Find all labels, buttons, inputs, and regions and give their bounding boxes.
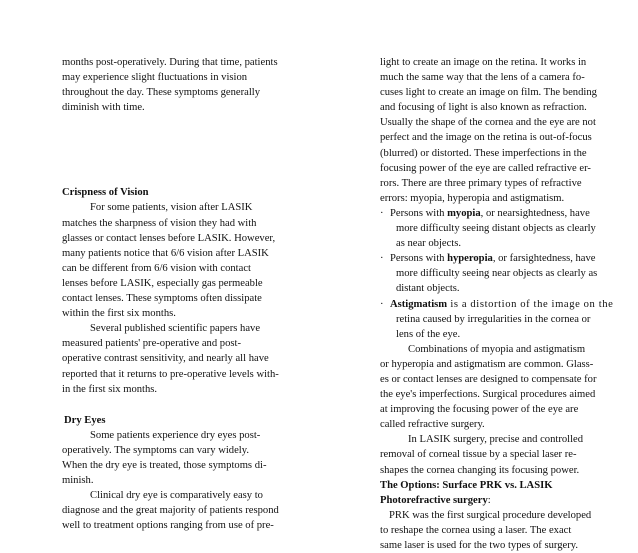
bullet-text: Persons with <box>390 253 448 265</box>
text-line: lenses before LASIK, especially gas permeable <box>62 277 263 289</box>
text-line: PRK was the first surgical procedure developed <box>389 509 592 521</box>
intro-paragraph <box>62 55 308 115</box>
refraction-paragraph <box>380 55 602 206</box>
bullet-text: Persons with <box>390 207 448 219</box>
text-line: at improving the focusing power of the eye are <box>380 404 579 416</box>
text-line: distant objects. <box>396 283 460 295</box>
heading-line: The Options: Surface PRK vs. LASIK <box>380 479 553 491</box>
text-line: Usually the shape of the cornea and the eye are not <box>380 117 596 129</box>
bullet-marker: · <box>380 298 384 310</box>
text-line: may experience slight fluctuations in vision <box>62 72 248 84</box>
bullet-myopia <box>380 206 602 251</box>
text-line: measured patients' pre-operative and post- <box>62 338 241 350</box>
lasik-paragraph <box>380 432 602 477</box>
crispness-heading: Crispness of Vision <box>62 187 149 199</box>
text-line: When the dry eye is treated, those symptoms di- <box>62 459 267 471</box>
bullet-text: is a distortion of the image on the <box>447 298 614 310</box>
text-line: matches the sharpness of vision they had with <box>62 217 257 229</box>
dry-eyes-paragraph-2 <box>62 488 308 533</box>
text-line: diminish with time. <box>62 102 145 114</box>
text-line: and focusing of light is also known as refraction. <box>380 102 587 114</box>
text-line: For some patients, vision after LASIK <box>90 202 253 214</box>
bullet-text: , or nearsightedness, have <box>480 207 590 219</box>
text-line: rors. There are three primary types of refractive <box>380 177 582 189</box>
text-line: in the first six months. <box>62 383 158 395</box>
text-line: In LASIK surgery, precise and controlled <box>408 434 584 446</box>
bullet-marker: · <box>380 207 384 219</box>
dry-eyes-paragraph-1 <box>62 428 308 488</box>
text-line: Clinical dry eye is comparatively easy to <box>90 490 263 502</box>
text-line: (blurred) or distorted. These imperfections in the <box>380 147 587 159</box>
text-line: minish. <box>62 475 94 487</box>
left-column <box>62 55 308 533</box>
text-line: within the first six months. <box>62 308 176 320</box>
text-line: retina caused by irregularities in the cornea or <box>396 313 591 325</box>
bullet-hyperopia <box>380 251 602 296</box>
text-line: many patients notice that 6/6 vision after LASIK <box>62 247 269 259</box>
term-astigmatism: Astigmatism <box>390 298 448 310</box>
text-line: operatively. The symptoms can vary widely. <box>62 444 250 456</box>
bullet-marker: · <box>380 253 384 265</box>
text-line: light to create an image on the retina. It works in <box>380 57 587 68</box>
dry-eyes-heading: Dry Eyes <box>64 414 106 426</box>
text-line: can be different from 6/6 vision with contact <box>62 262 251 274</box>
bullet-astigmatism <box>380 297 614 342</box>
text-line: well to treatment options ranging from use of pre- <box>62 520 274 532</box>
text-line: errors: myopia, hyperopia and astigmatism. <box>380 192 565 204</box>
text-line: glasses or contact lenses before LASIK. However, <box>62 232 276 244</box>
text-line: cuses light to create an image on film. The bending <box>380 87 597 99</box>
text-line: Combinations of myopia and astigmatism <box>408 343 586 355</box>
text-line: lens of the eye. <box>396 328 461 340</box>
heading-colon: : <box>487 494 491 506</box>
text-line: removal of corneal tissue by a special laser re- <box>380 449 577 461</box>
right-column <box>380 55 614 553</box>
text-line: es or contact lenses are designed to compensate for <box>380 373 597 385</box>
text-line: contact lenses. These symptoms often dissipate <box>62 293 262 305</box>
text-line: throughout the day. These symptoms generally <box>62 87 261 99</box>
heading-line: Photorefractive surgery <box>380 494 488 506</box>
text-line: focusing power of the eye are called refractive er- <box>380 162 591 174</box>
text-line: diagnose and the great majority of patients respond <box>62 505 279 517</box>
crispness-paragraph-2 <box>62 321 308 396</box>
text-line: same laser is used for the two types of surgery. <box>380 540 578 551</box>
text-line: more difficulty seeing distant objects as clearly <box>396 223 596 235</box>
text-line: called refractive surgery. <box>380 419 485 431</box>
text-line: Several published scientific papers have <box>90 323 261 335</box>
text-line: operative contrast sensitivity, and nearly all have <box>62 353 269 365</box>
crispness-paragraph-1 <box>62 200 308 321</box>
text-line: much the same way that the lens of a camera fo- <box>380 72 585 84</box>
term-myopia: myopia <box>447 207 481 219</box>
text-line: months post-operatively. During that time, patients <box>62 57 278 68</box>
prk-paragraph <box>380 508 602 553</box>
text-line: the eye's imperfections. Surgical procedures aimed <box>380 389 596 401</box>
text-line: Some patients experience dry eyes post- <box>90 429 261 441</box>
text-line: more difficulty seeing near objects as clearly as <box>396 268 598 280</box>
text-line: perfect and the image on the retina is out-of-focus <box>380 132 592 144</box>
term-hyperopia: hyperopia <box>447 253 493 265</box>
text-line: shapes the cornea changing its focusing power. <box>380 464 580 476</box>
bullet-text: , or farsightedness, have <box>492 253 596 265</box>
combinations-paragraph <box>380 342 602 433</box>
text-line: or hyperopia and astigmatism are common. Glass- <box>380 358 594 370</box>
text-line: to reshape the cornea using a laser. The exact <box>380 524 572 536</box>
text-line: reported that it returns to pre-operative levels with- <box>62 368 279 380</box>
text-line: as near objects. <box>396 238 462 250</box>
